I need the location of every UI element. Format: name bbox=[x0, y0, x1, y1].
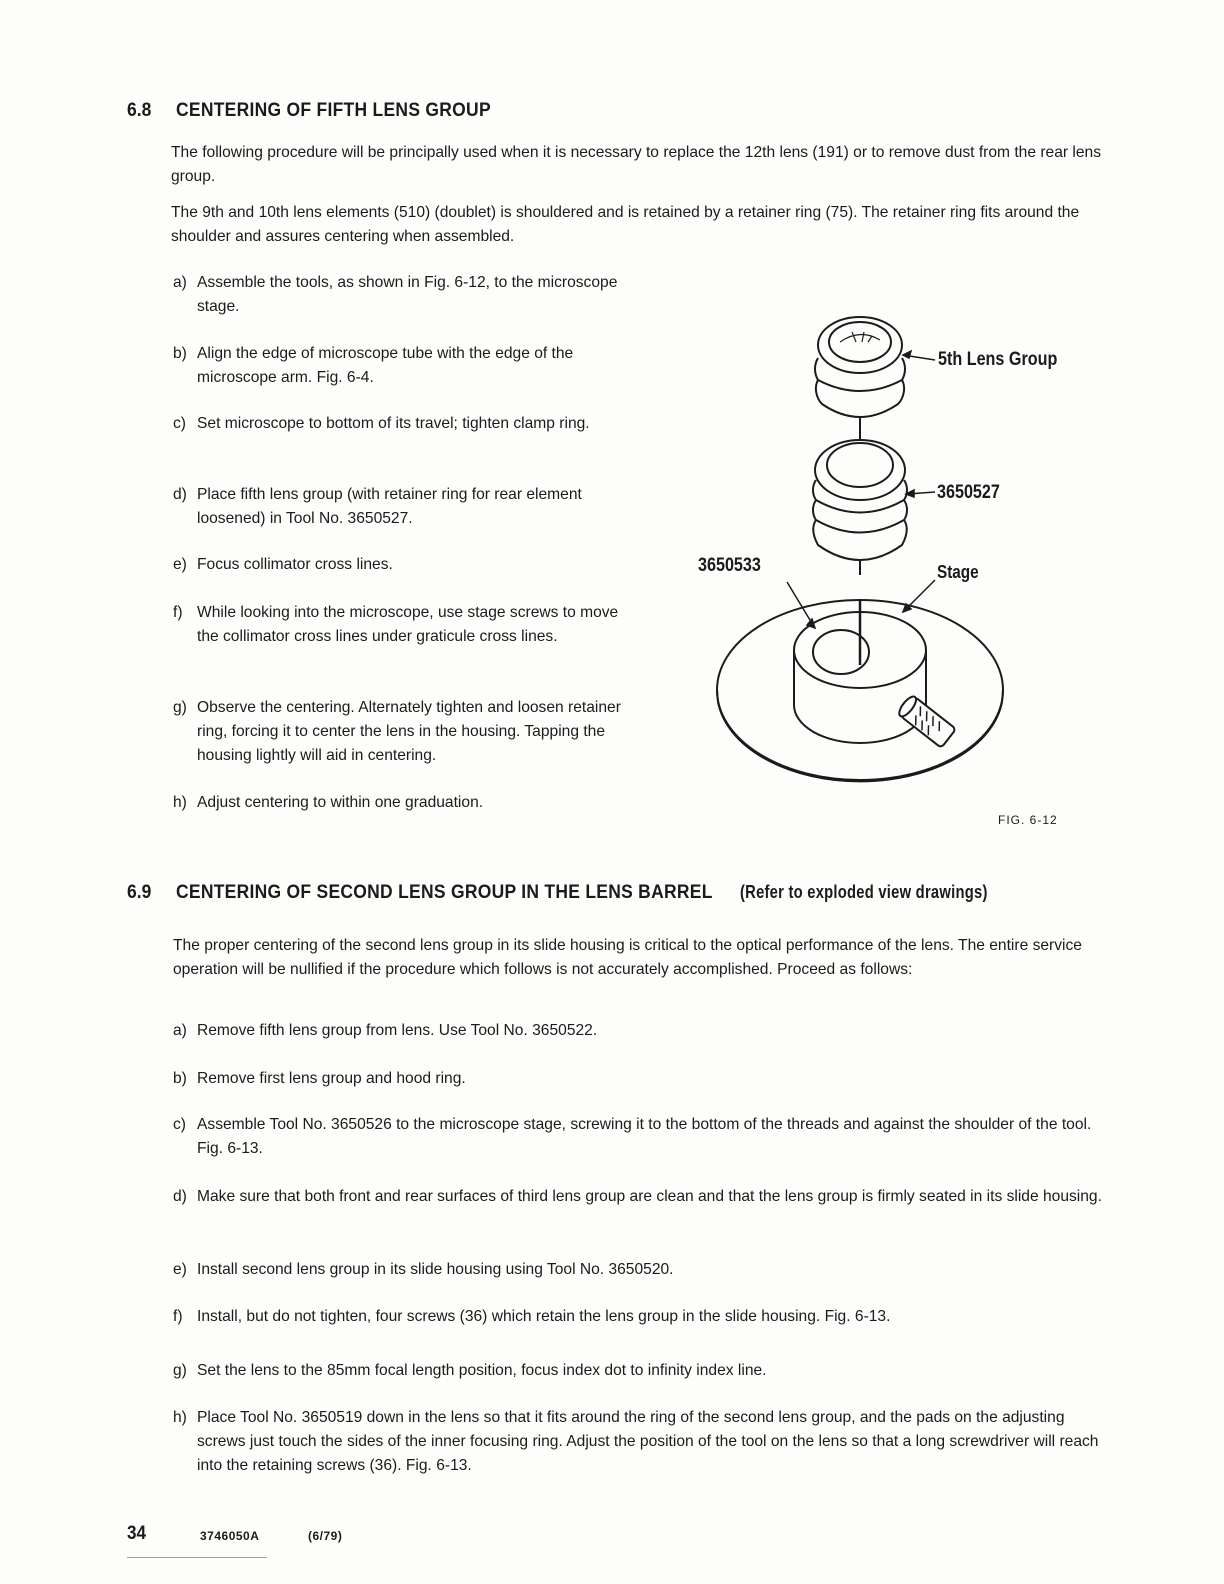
step-text: Set the lens to the 85mm focal length position, focus index dot to infinity index line. bbox=[197, 1362, 767, 1379]
label-tool-3650533: 3650533 bbox=[698, 555, 761, 576]
section-6-8-number: 6.8 bbox=[127, 100, 152, 121]
step-text: Remove fifth lens group from lens. Use Tool No. 3650522. bbox=[197, 1022, 598, 1039]
step-label: g) bbox=[173, 699, 187, 716]
step-text: Make sure that both front and rear surfaces of third lens group are clean and that the lens group is firmly seated in its slide housing. bbox=[197, 1188, 1102, 1205]
fifth-lens-group bbox=[815, 317, 905, 417]
step-label: f) bbox=[173, 1308, 183, 1325]
step-6-9-h bbox=[173, 1406, 1113, 1478]
tool-3650527 bbox=[813, 440, 907, 560]
step-label: d) bbox=[173, 1188, 187, 1205]
step-label: a) bbox=[173, 1022, 187, 1039]
step-text: Install second lens group in its slide housing using Tool No. 3650520. bbox=[197, 1261, 674, 1278]
step-label: h) bbox=[173, 794, 187, 811]
step-text: Assemble the tools, as shown in Fig. 6-12, to the microscope stage. bbox=[197, 274, 618, 315]
page-number: 34 bbox=[127, 1523, 147, 1544]
step-text: Align the edge of microscope tube with the edge of the microscope arm. Fig. 6-4. bbox=[197, 345, 574, 386]
footer-underline bbox=[127, 1557, 267, 1558]
section-6-9-number: 6.9 bbox=[127, 882, 152, 903]
step-6-9-e bbox=[173, 1258, 1113, 1282]
document-date: (6/79) bbox=[308, 1529, 343, 1543]
step-label: g) bbox=[173, 1362, 187, 1379]
step-label: e) bbox=[173, 556, 187, 573]
step-text: Install, but do not tighten, four screws (36) which retain the lens group in the slide housing. Fig. 6-13. bbox=[197, 1308, 891, 1325]
step-text: Place Tool No. 3650519 down in the lens so that it fits around the ring of the second lens group, and the pads on the adjusting screws just touch the sides of the inner focusing ring. Adjust the position of the tool on the lens so that a long screwdriver will reach into the retaining screws (36). Fig. 6-13. bbox=[197, 1409, 1099, 1474]
step-label: b) bbox=[173, 1070, 187, 1087]
step-6-9-g bbox=[173, 1359, 1113, 1383]
step-6-9-d bbox=[173, 1185, 1113, 1209]
step-label: h) bbox=[173, 1409, 187, 1426]
step-text: Adjust centering to within one graduation. bbox=[197, 794, 484, 811]
step-label: c) bbox=[173, 415, 186, 432]
section-6-9-intro: The proper centering of the second lens group in its slide housing is critical to the optical performance of the lens. The entire service operation will be nullified if the procedure which follows is not accurately accomplished. Proceed as follows: bbox=[173, 937, 1082, 978]
section-6-9-title: CENTERING OF SECOND LENS GROUP IN THE LENS BARREL bbox=[176, 882, 713, 903]
step-label: d) bbox=[173, 486, 187, 503]
figure-caption: FIG. 6-12 bbox=[998, 813, 1058, 827]
section-6-9-note: (Refer to exploded view drawings) bbox=[740, 882, 988, 902]
step-6-9-f bbox=[173, 1305, 1113, 1329]
step-text: Remove first lens group and hood ring. bbox=[197, 1070, 466, 1087]
step-6-8-h bbox=[173, 791, 631, 815]
step-6-8-a bbox=[173, 271, 631, 319]
step-text: Observe the centering. Alternately tighten and loosen retainer ring, forcing it to center the lens in the housing. Tapping the housing lightly will aid in centering. bbox=[197, 699, 621, 764]
section-6-8-title: CENTERING OF FIFTH LENS GROUP bbox=[176, 100, 491, 121]
document-code: 3746050A bbox=[200, 1529, 260, 1543]
section-6-8-intro: The following procedure will be principally used when it is necessary to replace the 12th lens (191) or to remove dust from the rear lens group. bbox=[171, 144, 1102, 185]
step-6-9-a bbox=[173, 1019, 1113, 1043]
step-6-9-c bbox=[173, 1113, 1113, 1161]
step-text: Focus collimator cross lines. bbox=[197, 556, 393, 573]
step-label: e) bbox=[173, 1261, 187, 1278]
step-6-8-e bbox=[173, 553, 631, 577]
step-text: Place fifth lens group (with retainer ring for rear element loosened) in Tool No. 3650527. bbox=[197, 486, 582, 527]
step-label: c) bbox=[173, 1116, 186, 1133]
step-label: b) bbox=[173, 345, 187, 362]
step-text: Assemble Tool No. 3650526 to the microscope stage, screwing it to the bottom of the threads and against the shoulder of the tool. Fig. 6-13. bbox=[197, 1116, 1092, 1157]
section-6-8-retainer-note: The 9th and 10th lens elements (510) (doublet) is shouldered and is retained by a retainer ring (75). The retainer ring fits around the shoulder and assures centering when assembled. bbox=[171, 204, 1080, 245]
step-6-9-b bbox=[173, 1067, 1113, 1091]
label-fifth-lens-group: 5th Lens Group bbox=[938, 349, 1058, 370]
step-text: While looking into the microscope, use stage screws to move the collimator cross lines under graticule cross lines. bbox=[197, 604, 619, 645]
step-label: f) bbox=[173, 604, 183, 621]
step-6-8-g bbox=[173, 696, 631, 768]
step-text: Set microscope to bottom of its travel; tighten clamp ring. bbox=[197, 415, 590, 432]
step-6-8-c bbox=[173, 412, 631, 436]
label-tool-3650527: 3650527 bbox=[937, 482, 1000, 503]
step-label: a) bbox=[173, 274, 187, 291]
step-6-8-f bbox=[173, 601, 631, 649]
step-6-8-b bbox=[173, 342, 631, 390]
step-6-8-d bbox=[173, 483, 631, 531]
label-stage: Stage bbox=[937, 562, 979, 582]
